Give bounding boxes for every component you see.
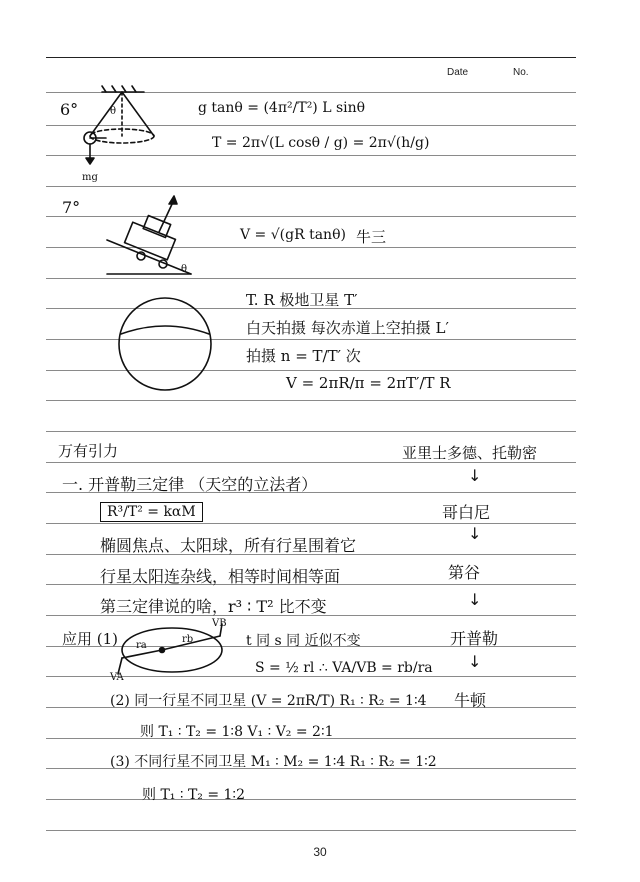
chain-newton: 牛顿 (454, 691, 487, 710)
gravitation-title: 万有引力 (58, 442, 119, 460)
application-1-formula: S = ½ rl ∴ VA/VB = rb/ra (255, 660, 433, 676)
theta-label: θ (110, 106, 117, 117)
satellite-line-2: 白天拍摄 每次赤道上空拍摄 L′ (246, 319, 449, 337)
kepler-heading: 一. 开普勒三定律 （天空的立法者） (62, 475, 318, 494)
satellite-line-1: T. R 极地卫星 T′ (246, 291, 358, 309)
section-7-number: 7° (62, 198, 81, 217)
header-rule (46, 57, 576, 58)
chain-kepler: 开普勒 (450, 629, 499, 648)
rb-label: rb (182, 634, 194, 645)
earth-figure (115, 294, 215, 394)
application-2-text: (2) 同一行星不同卫星 (V = 2πR/T) R₁ ∶ R₂ = 1∶4 (110, 693, 427, 709)
ruled-line (46, 523, 576, 524)
application-label: 应用 (1) (62, 630, 119, 648)
section-6-number: 6° (60, 100, 79, 119)
sec7-note: 牛三 (356, 228, 387, 246)
orbit-ellipse-figure (110, 618, 240, 683)
conical-pendulum-figure (72, 84, 162, 189)
ruled-line (46, 799, 576, 800)
mg-label: mg (82, 172, 98, 183)
down-arrow-icon: ↓ (468, 652, 482, 671)
page-number: 30 (313, 845, 327, 859)
ruled-line (46, 830, 576, 831)
ruled-line (46, 400, 576, 401)
va-label: VA (110, 672, 124, 683)
application-2-result: 则 T₁ ∶ T₂ = 1∶8 V₁ ∶ V₂ = 2∶1 (140, 724, 334, 740)
satellite-line-4: V = 2πR/π = 2πT′/T R (286, 374, 451, 392)
application-1-text: t 同 s 同 近似不变 (246, 633, 361, 649)
down-arrow-icon: ↓ (468, 466, 482, 485)
ra-label: ra (136, 640, 147, 651)
ruled-line (46, 431, 576, 432)
chain-copernicus: 哥白尼 (442, 503, 491, 522)
satellite-line-3: 拍摄 n = T/T′ 次 (246, 347, 361, 365)
car-theta-label: θ (181, 264, 188, 275)
application-3-text: (3) 不同行星不同卫星 M₁ ∶ M₂ = 1∶4 R₁ ∶ R₂ = 1∶2 (110, 754, 437, 770)
chain-tycho: 第谷 (448, 563, 481, 582)
banked-car-figure (105, 196, 210, 281)
kepler-law-2: 行星太阳连杂线，相等时间相等面 (100, 567, 341, 586)
kepler-law-1: 椭圆焦点、太阳球，所有行星围着它 (100, 536, 357, 555)
down-arrow-icon: ↓ (468, 524, 482, 543)
sec6-equation-1: g tanθ = (4π²/T²) L sinθ (198, 100, 366, 116)
no-label: No. (513, 67, 529, 78)
sec7-equation: V = √(gR tanθ) (240, 227, 346, 243)
date-label: Date (447, 67, 469, 78)
application-3-result: 则 T₁ ∶ T₂ = 1∶2 (142, 787, 245, 803)
sec6-equation-2: T = 2π√(L cosθ / g) = 2π√(h/g) (212, 135, 430, 151)
kepler-law-3: 第三定律说的啥，r³ ∶ T² 比不变 (100, 597, 327, 616)
kepler-formula: R³/T² = kαM (100, 502, 203, 522)
down-arrow-icon: ↓ (468, 590, 482, 609)
history-title: 亚里士多德、托勒密 (402, 444, 538, 462)
vb-label: VB (212, 618, 227, 629)
